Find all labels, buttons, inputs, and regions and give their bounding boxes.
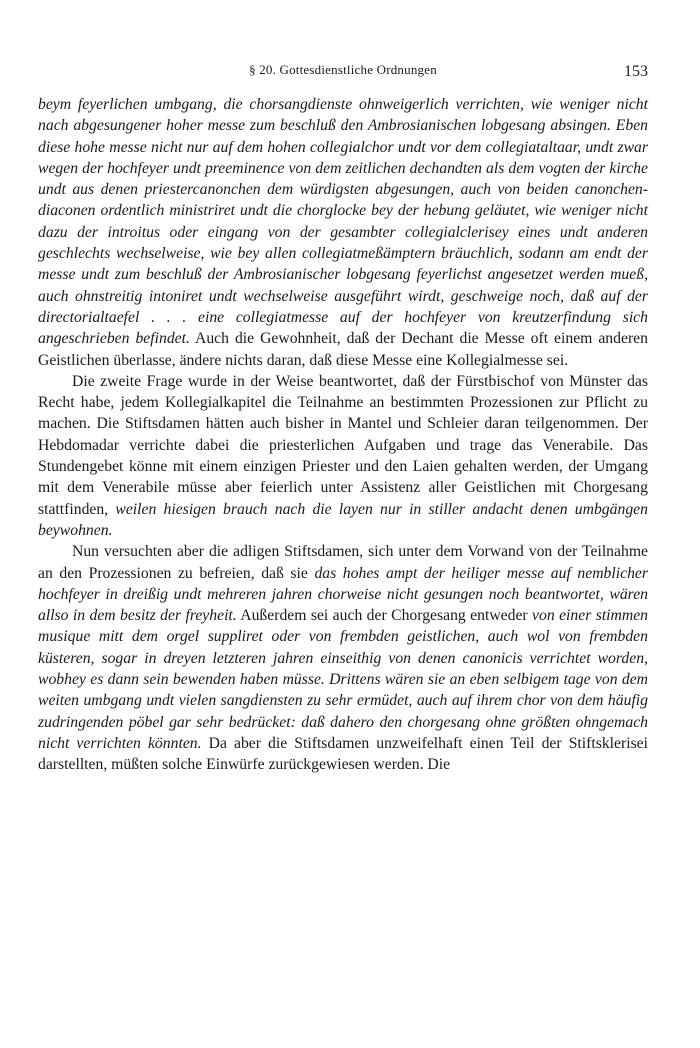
- paragraph-text: Auch die Gewohnheit, daß der Dechant die Messe oft einem anderen Geistlichen überlasse, ändere nichts daran, daß diese Messe eine Kollegialmesse sei.: [38, 330, 648, 369]
- page-number: 153: [624, 63, 648, 80]
- paragraph-text: Die zweite Frage wurde in der Weise beantwortet, daß der Fürstbischof von Münster das Recht habe, jedem Kollegialkapitel die Teilnahme an bestimmten Prozessionen zur Pflicht zu machen. Die Stiftsdamen hätten auch bisher in Mantel und Schleier daran teilgenommen. Der Hebdomadar verrichte dabei die priesterlichen Aufgaben und trage das Venerabile. Das Stundengebet könne mit einem einzigen Priester und den Laien gehalten werden, der Umgang mit dem Venerabile müsse aber feierlich unter Assistenz aller Geistlichen mit Chorgesang stattfinden,: [38, 372, 648, 518]
- quotation-text: weilen hiesigen brauch nach die layen nur in stiller andacht denen umbgängen beywohnen.: [38, 500, 648, 539]
- quotation-text: das hohes ampt der heiliger messe auf nemblicher hochfeyer in dreißig undt mehreren jahren chorweise nicht gesungen noch beantwortet, wären allso in dem besitz der freyheit.: [38, 564, 648, 625]
- paragraph-1: [38, 94, 648, 371]
- quotation-text: beym feyerlichen umbgang, die chorsangdienste ohnweigerlich verrichten, wie weniger nicht nach abgesungener hoher messe zum beschluß den Ambrosianischen lobgesang absingen. Eben diese hohe messe nicht nur auf dem hohen collegialchor undt vor dem collegiataltaar, undt zwar wegen der hochfeyer undt preeminence von dem zeitlichen dechandten als dem vogten der kirche undt aus denen priestercanonchen dem würdigsten abgesungen, auch von beiden canonchen-diaconen ordentlich ministriret undt die chorglocke bey der hebung geläutet, wie weniger nicht dazu der introitus oder eingang von der gesambter collegialclerisey eines undt anderen geschlechts wechselweise, wie bey allen collegiatmeßämptern bräuchlich, sodann am endt der messe undt zum beschluß der Ambrosianischer lobgesang feyerlichst angesetzet werden mueß, auch ohnstreitig intoniret undt wechselweise ausgeführt wirdt, geschweige noch, daß auf der directorialtaefel . . . eine collegiatmesse auf der hochfeyer von kreutzerfindung sich angeschrieben befindet.: [38, 96, 648, 348]
- section-title: § 20. Gottesdienstliche Ordnungen: [249, 62, 437, 77]
- paragraph-3: [38, 541, 648, 775]
- body-text: [38, 94, 648, 776]
- paragraph-text: Da aber die Stiftsdamen unzweifelhaft einen Teil der Stiftsklerisei darstellten, müßten solche Einwürfe zurückgewiesen werden. Die: [38, 734, 648, 774]
- paragraph-text: Nun versuchten aber die adligen Stiftsdamen, sich unter dem Vorwand von der Teilnahme an den Prozessionen zu befreien, daß sie: [38, 543, 648, 582]
- quotation-text: von einer stimmen musique mitt dem orgel suppliret oder von frembden geistlichen, auch wol von frembden küsteren, sogar in dreyen letzteren jahren einseithig von denen canonicis verrichtet worden, wobhey es dann sein bewenden haben müsse. Drittens wären sie an eben selbigem tage von dem weiten umbgang undt vielen sangdiensten zu sehr ermüdet, auch auf ihrem chor von dem häufig zudringenden pöbel gar sehr bedrücket: daß dahero den chorgesang ohne größten ohngemach nicht verrichten könnten.: [38, 607, 649, 752]
- paragraph-2: [38, 371, 648, 541]
- paragraph-text: Außerdem sei auch der Chorgesang entweder: [236, 607, 533, 625]
